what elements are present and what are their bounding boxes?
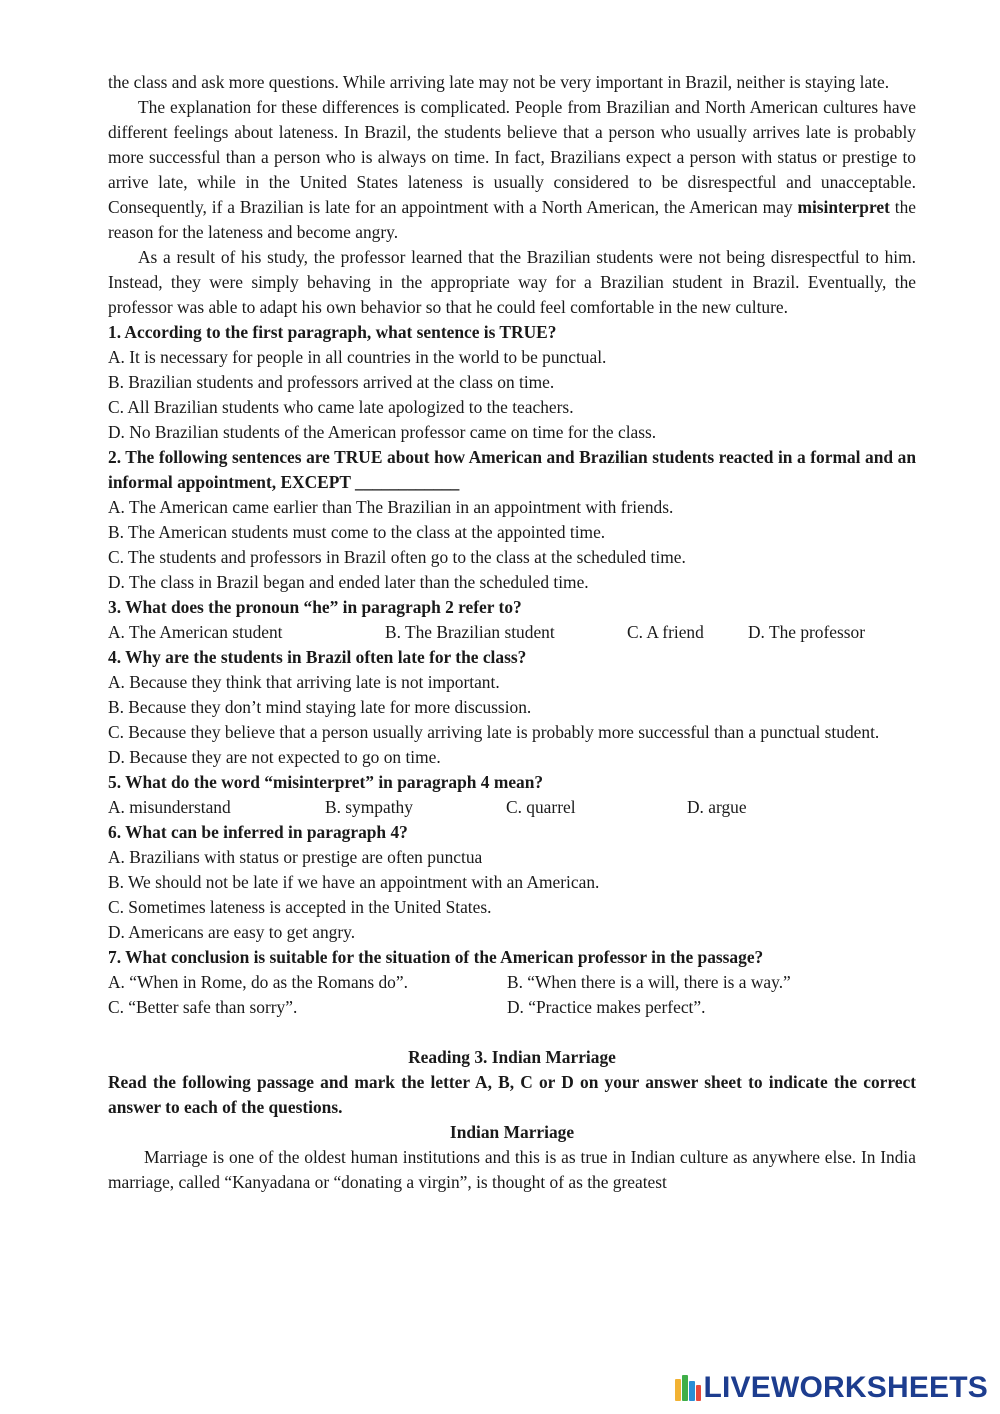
question-2-option-d[interactable]: D. The class in Brazil began and ended later than the scheduled time. — [108, 572, 589, 592]
question-3-option-b[interactable]: B. The Brazilian student — [385, 622, 555, 642]
question-4-option-a[interactable]: A. Because they think that arriving late is not important. — [108, 672, 500, 692]
question-4-stem: 4. Why are the students in Brazil often late for the class? — [108, 647, 527, 667]
passage-paragraph-2 — [108, 95, 916, 245]
question-3-option-d[interactable]: D. The professor — [748, 622, 866, 642]
question-1-stem: 1. According to the first paragraph, what sentence is TRUE? — [108, 322, 557, 342]
question-5-option-c[interactable]: C. quarrel — [506, 797, 576, 817]
reading-3-paragraph-1: Marriage is one of the oldest human institutions and this is as true in Indian culture as anywhere else. In India marriage, called “Kanyadana or “donating a virgin”, is thought of as the greatest — [108, 1147, 916, 1192]
question-5-option-a[interactable]: A. misunderstand — [108, 797, 231, 817]
logo-bar-2 — [682, 1375, 688, 1401]
question-1-option-c[interactable]: C. All Brazilian students who came late apologized to the teachers. — [108, 397, 574, 417]
keyword-misinterpret: misinterpret — [797, 197, 890, 217]
question-6-option-c[interactable]: C. Sometimes lateness is accepted in the United States. — [108, 897, 492, 917]
question-1-option-d[interactable]: D. No Brazilian students of the American professor came on time for the class. — [108, 422, 657, 442]
paragraph-2-text-before: The explanation for these differences is complicated. People from Brazilian and North American cultures have different feelings about lateness. In Brazil, the students believe that a person who usually arrives late is probably more successful than a person who is always on time. In fact, Brazilians expect a person with status or prestige to arrive late, while in the United States lateness is usually considered to be disrespectful and unacceptable. Consequently, if a Brazilian is late for an appointment with a North American, the American may — [108, 97, 916, 217]
question-4-option-b[interactable]: B. Because they don’t mind staying late for more discussion. — [108, 697, 532, 717]
question-7-option-d[interactable]: D. “Practice makes perfect”. — [507, 997, 706, 1017]
question-4-option-c[interactable]: C. Because they believe that a person usually arriving late is probably more successful than a punctual student. — [108, 722, 880, 742]
question-1-option-a[interactable]: A. It is necessary for people in all countries in the world to be punctual. — [108, 347, 607, 367]
question-6-option-d[interactable]: D. Americans are easy to get angry. — [108, 922, 356, 942]
question-6-option-a[interactable]: A. Brazilians with status or prestige are often punctua — [108, 847, 483, 867]
question-5-option-b[interactable]: B. sympathy — [325, 797, 413, 817]
question-7-options-row-1 — [108, 970, 916, 995]
passage-paragraph-1: the class and ask more questions. While arriving late may not be very important in Brazil, neither is staying late. — [108, 72, 890, 92]
question-2-option-c[interactable]: C. The students and professors in Brazil often go to the class at the scheduled time. — [108, 547, 686, 567]
logo-bar-4 — [696, 1385, 701, 1401]
question-3-option-c[interactable]: C. A friend — [627, 622, 704, 642]
question-2-stem: 2. The following sentences are TRUE about how American and Brazilian students reacted in a formal and an informal appointment, EXCEPT ____________ — [108, 447, 916, 492]
question-7-option-b[interactable]: B. “When there is a will, there is a way.” — [507, 972, 791, 992]
section-spacer — [108, 1020, 916, 1045]
question-1-option-b[interactable]: B. Brazilian students and professors arrived at the class on time. — [108, 372, 555, 392]
paragraph-2-text-after: the reason for the lateness and become angry. — [108, 197, 916, 242]
question-2-option-a[interactable]: A. The American came earlier than The Brazilian in an appointment with friends. — [108, 497, 674, 517]
question-5-stem: 5. What do the word “misinterpret” in paragraph 4 mean? — [108, 772, 544, 792]
question-7-stem: 7. What conclusion is suitable for the situation of the American professor in the passage? — [108, 947, 764, 967]
reading-3-instruction: Read the following passage and mark the letter A, B, C or D on your answer sheet to indicate the correct answer to each of the questions. — [108, 1072, 916, 1117]
reading-3-title: Indian Marriage — [449, 1122, 575, 1142]
question-2-option-b[interactable]: B. The American students must come to the class at the appointed time. — [108, 522, 606, 542]
liveworksheets-logo-icon — [675, 1375, 701, 1401]
liveworksheets-logo[interactable] — [675, 1370, 989, 1406]
question-7-option-c[interactable]: C. “Better safe than sorry”. — [108, 997, 298, 1017]
worksheet-page — [108, 70, 916, 1195]
question-3-options — [108, 620, 916, 645]
question-6-option-b[interactable]: B. We should not be late if we have an appointment with an American. — [108, 872, 600, 892]
question-3-option-a[interactable]: A. The American student — [108, 622, 283, 642]
logo-bar-3 — [689, 1381, 695, 1401]
question-4-option-d[interactable]: D. Because they are not expected to go on time. — [108, 747, 441, 767]
question-6-stem: 6. What can be inferred in paragraph 4? — [108, 822, 408, 842]
question-3-stem: 3. What does the pronoun “he” in paragraph 2 refer to? — [108, 597, 522, 617]
question-5-options — [108, 795, 916, 820]
question-7-option-a[interactable]: A. “When in Rome, do as the Romans do”. — [108, 972, 408, 992]
question-5-option-d[interactable]: D. argue — [687, 797, 747, 817]
liveworksheets-logo-text: LIVEWORKSHEETS — [703, 1371, 988, 1404]
reading-3-heading: Reading 3. Indian Marriage — [408, 1047, 616, 1067]
question-7-options-row-2 — [108, 995, 916, 1020]
logo-bar-1 — [675, 1379, 681, 1401]
passage-paragraph-3: As a result of his study, the professor learned that the Brazilian students were not being disrespectful to him. Instead, they were simply behaving in the appropriate way for a Brazilian student in Brazil. Eventually, the professor was able to adapt his own behavior so that he could feel comfortable in the new culture. — [108, 247, 916, 317]
